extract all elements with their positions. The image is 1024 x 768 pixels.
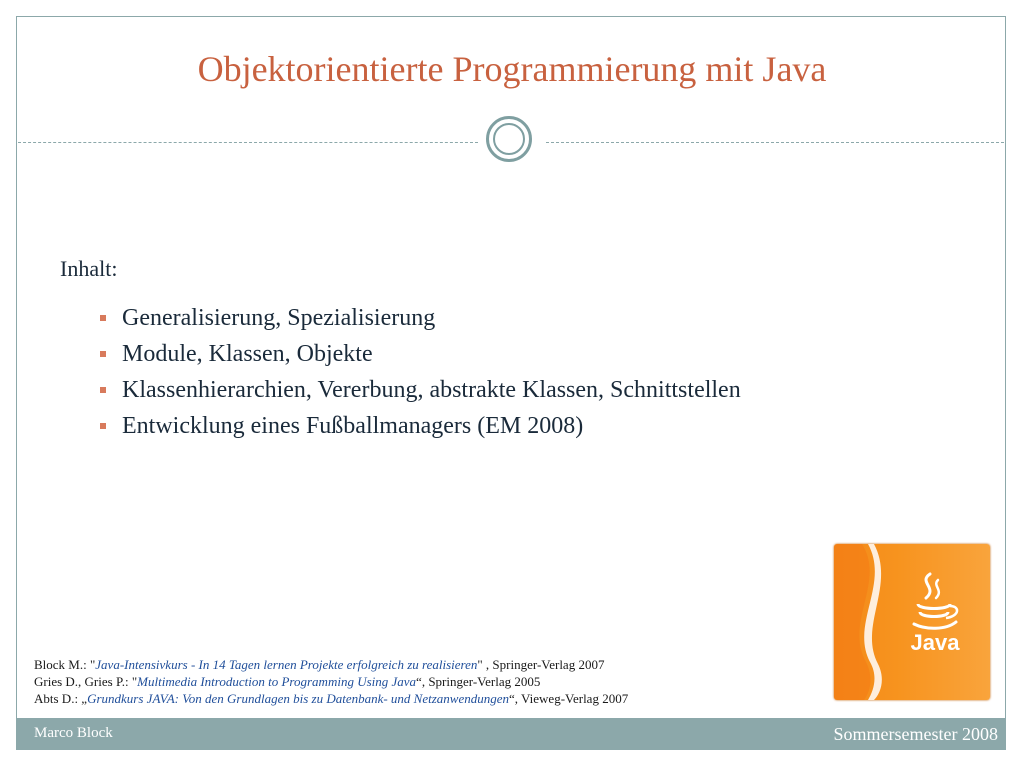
java-logo-icon	[834, 544, 990, 700]
footer-author: Marco Block	[34, 725, 113, 741]
reference-suffix: “, Vieweg-Verlag 2007	[509, 691, 629, 706]
content-heading: Inhalt:	[60, 256, 118, 281]
bullet-text: Entwicklung eines Fußballmanagers (EM 2008)	[122, 413, 584, 439]
reference-prefix: Gries D., Gries P.: "	[34, 674, 138, 689]
divider-ring-inner	[493, 123, 525, 155]
divider-ring-icon	[486, 116, 532, 162]
divider-left	[18, 142, 478, 143]
reference-title: Grundkurs JAVA: Von den Grundlagen bis zu Datenbank- und Netzanwendungen	[87, 691, 510, 706]
bullet-item	[98, 300, 741, 336]
reference-suffix: " , Springer-Verlag 2007	[477, 657, 605, 672]
reference-title: Multimedia Introduction to Programming Using Java	[137, 674, 417, 689]
reference-line	[34, 673, 628, 690]
reference-line	[34, 656, 628, 673]
reference-suffix: “, Springer-Verlag 2005	[416, 674, 541, 689]
bullet-item	[98, 336, 741, 372]
bullet-marker-icon	[100, 387, 106, 393]
reference-prefix: Abts D.: „	[34, 691, 88, 706]
bullet-text: Generalisierung, Spezialisierung	[122, 305, 436, 331]
reference-line	[34, 690, 628, 707]
bullet-marker-icon	[100, 423, 106, 429]
footer-bar	[16, 718, 1006, 750]
bullet-list	[98, 300, 741, 444]
bullet-item	[98, 372, 741, 408]
java-logo-text: Java	[910, 630, 960, 655]
divider-right	[546, 142, 1004, 143]
reference-title: Java-Intensivkurs - In 14 Tagen lernen Projekte erfolgreich zu realisieren	[95, 657, 478, 672]
footer-semester: Sommersemester 2008	[833, 724, 998, 744]
bullet-text: Module, Klassen, Objekte	[122, 341, 373, 367]
bullet-marker-icon	[100, 315, 106, 321]
reference-prefix: Block M.: "	[34, 657, 96, 672]
bullet-item	[98, 408, 741, 444]
slide-title: Objektorientierte Programmierung mit Java	[197, 49, 827, 89]
java-logo	[834, 544, 990, 700]
bullet-text: Klassenhierarchien, Vererbung, abstrakte Klassen, Schnittstellen	[122, 377, 741, 403]
bullet-marker-icon	[100, 351, 106, 357]
references	[34, 656, 628, 707]
